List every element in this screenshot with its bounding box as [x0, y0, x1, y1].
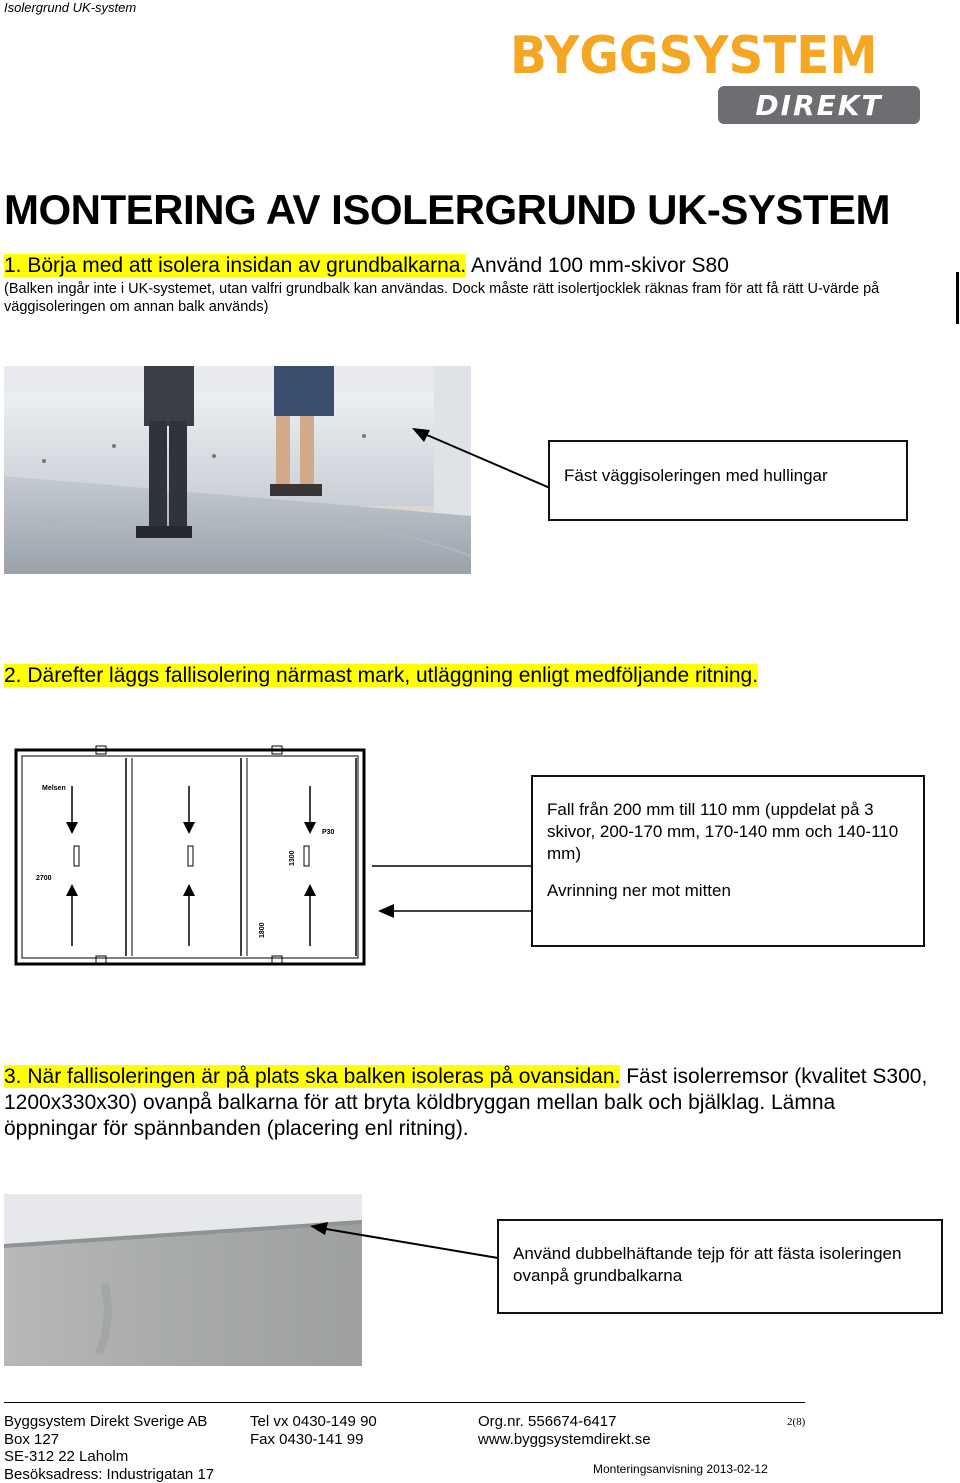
footer-divider [4, 1402, 805, 1403]
document-date: Monteringsanvisning 2013-02-12 [593, 1462, 768, 1476]
step-2-highlight: 2. Därefter läggs fallisolering närmast mark, utläggning enligt medföljande ritning. [4, 664, 759, 687]
plan-label-b: P30 [322, 829, 335, 836]
page-number: 2(8) [787, 1416, 806, 1428]
callout-1-text: Fäst väggisoleringen med hullingar [564, 466, 828, 485]
step-1-note: (Balken ingår inte i UK-systemet, utan valfri grundbalk kan användas. Dock måste rätt isolertjocklek räknas fram för att få rätt U-värde på väggisoleringen om annan balk används) [4, 281, 880, 315]
margin-change-bar [956, 272, 959, 324]
callout-2-text: Fall från 200 mm till 110 mm (uppdelat på 3 skivor, 200-170 mm, 170-140 mm och 140-110 mm) [547, 800, 899, 863]
plan-label-c: 2700 [36, 875, 52, 882]
callout-box-1 [548, 440, 908, 521]
step-1-rest: Använd 100 mm-skivor S80 [466, 254, 729, 277]
step-3-highlight: 3. När fallisoleringen är på plats ska balken isoleras på ovansidan. [4, 1065, 621, 1088]
callout-box-2 [531, 775, 925, 947]
plan-label-e: 1800 [259, 922, 266, 938]
byggsystem-logo [510, 26, 922, 126]
footer-fax: Fax 0430-141 99 [250, 1430, 364, 1448]
step-3-rest: Fäst isolerremsor (kvalitet S300, 1200x330x30) ovanpå balkarna för att bryta köldbryggan mellan balk och bjälklag. Lämna öppningar för spännbanden (placering enl ritning). [4, 1065, 928, 1140]
step-3-paragraph [4, 1064, 934, 1142]
callout-arrow-3 [300, 1218, 500, 1262]
document-label: Isolergrund UK-system [4, 0, 137, 15]
callout-2-drainage: Avrinning ner mot mitten [547, 881, 731, 900]
plan-label-a: Melsen [42, 785, 66, 792]
footer-phone-block [250, 1413, 377, 1448]
logo-subtitle: DIREKT [755, 89, 883, 122]
footer-visit-address: Besöksadress: Industrigatan 17 [4, 1465, 215, 1483]
logo-wordmark: BYGGSYSTEM [510, 26, 878, 86]
footer-org-number: Org.nr. 556674-6417 [478, 1413, 617, 1430]
logo-bar [718, 86, 920, 124]
plan-label-d: 1300 [289, 850, 296, 866]
step-1-heading [4, 254, 729, 278]
page-title: MONTERING AV ISOLERGRUND UK-SYSTEM [4, 186, 891, 233]
insulation-layout-drawing [8, 744, 374, 976]
callout-box-3 [497, 1219, 943, 1314]
callout-3-text: Använd dubbelhäftande tejp för att fästa isoleringen ovanpå grundbalkarna [513, 1244, 902, 1285]
step-2-heading [4, 664, 758, 688]
step-1-highlight: 1. Börja med att isolera insidan av grundbalkarna. [4, 254, 467, 277]
footer-org-block [478, 1413, 651, 1448]
footer-box: Box 127 [4, 1430, 60, 1448]
callout-arrow-1 [400, 420, 552, 490]
footer-company-block [4, 1413, 214, 1483]
footer-postal: SE-312 22 Laholm [4, 1448, 129, 1465]
footer-phone: Tel vx 0430-149 90 [250, 1413, 377, 1430]
footer-company-name: Byggsystem Direkt Sverige AB [4, 1413, 208, 1430]
footer-website: www.byggsystemdirekt.se [478, 1430, 651, 1448]
callout-arrow-2 [370, 860, 533, 920]
